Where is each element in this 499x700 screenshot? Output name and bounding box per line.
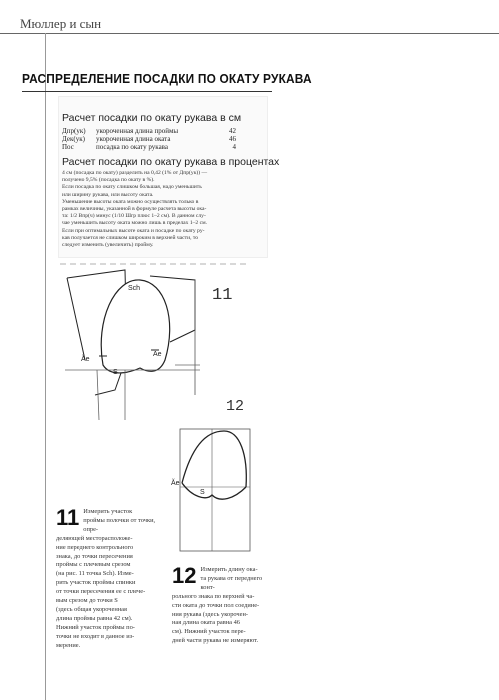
text-line: вым срезом до точки S <box>56 597 118 605</box>
label-ae: Ӑe <box>171 480 180 487</box>
sleeve-cap-curve <box>101 280 169 373</box>
text-line: Нижний участок проймы по- <box>56 623 135 631</box>
header-rule <box>0 33 499 34</box>
sleeve-underarm-curve <box>182 483 246 499</box>
row-value: 42 <box>229 127 236 135</box>
percent-section <box>62 156 279 249</box>
figure-11-number: 11 <box>212 286 233 305</box>
row-code: Дек(ук) <box>62 135 85 143</box>
text-line: знака, до точки пересечения <box>56 552 133 560</box>
text-line: рамках величины, указанной в формуле расчета высоты ока- <box>62 206 207 213</box>
page-title: РАСПРЕДЕЛЕНИЕ ПОСАДКИ ПО ОКАТУ РУКАВА <box>22 72 312 86</box>
step-12-number: 12 <box>172 563 197 588</box>
table-row <box>62 127 241 135</box>
percent-body <box>62 170 267 249</box>
text-line: от точки пересечения ее с плече- <box>56 588 146 596</box>
caption-body <box>172 563 277 646</box>
text-line: или ширину рукава, или высоту оката. <box>62 191 154 198</box>
table-heading: Расчет посадки по окату рукава в см <box>62 112 242 124</box>
margin-rule <box>45 33 46 700</box>
text-line: ния рукава (здесь укорочен- <box>172 610 249 618</box>
step-12-caption <box>172 563 277 646</box>
text-line: проймы полочки от точки, опре- <box>83 516 156 533</box>
text-line: Измерить участок <box>83 508 133 515</box>
text-line: Уменьшение высоты оката можно осуществлять только в <box>62 198 199 205</box>
text-line: Измерить длину ока- <box>200 566 258 573</box>
text-line: (на рис. 11 точка Sch). Изме- <box>56 570 134 578</box>
row-value: 46 <box>229 135 236 143</box>
text-line: кав получается не слишком широким в верхней части, то <box>62 234 199 241</box>
label-ae-right: Ӑe <box>153 351 162 358</box>
text-line: та рукава от переднего конт- <box>200 574 263 591</box>
text-line: сти оката до точки пол соедине- <box>172 601 260 609</box>
table-row <box>62 135 241 143</box>
front-side-edge <box>67 278 85 360</box>
table-row <box>62 143 241 151</box>
text-line: рольного знака по верхней ча- <box>172 592 255 600</box>
text-line: мерение. <box>56 641 81 649</box>
text-line: точки не входит в данное из- <box>56 632 135 640</box>
text-line: деляющей месторасположе- <box>56 534 133 542</box>
text-line: ние переднего контрольного <box>56 543 134 551</box>
row-code: Пос <box>62 143 74 151</box>
label-ae-left: Ӑe <box>81 356 90 363</box>
row-code: Дпр(ук) <box>62 127 86 135</box>
text-line: чае уменьшить высоту оката можно лишь в пределах 1–2 см. <box>62 220 208 227</box>
table-section <box>62 112 241 151</box>
text-line: дней части рукава не измеряют. <box>172 637 259 645</box>
grid-line <box>97 370 99 420</box>
text-line: 4 см (посадка по окату) разделить на 0,42 (1% от Дпр(ук)) — <box>62 170 208 176</box>
title-underline <box>22 91 272 92</box>
row-label: укороченная длина проймы <box>96 127 179 135</box>
figure-12-number: 12 <box>226 398 245 415</box>
calc-table <box>62 127 241 151</box>
text-line: (здесь общая укороченная <box>56 605 127 613</box>
text-line: получено 9,5% (посадка по окату в %). <box>62 177 155 184</box>
running-header: Мюллер и сын <box>20 16 102 31</box>
label-s: S <box>200 489 205 496</box>
figure-12-diagram <box>172 425 254 555</box>
label-sch: Sch <box>128 285 141 292</box>
label-s: S <box>113 369 118 376</box>
row-label: посадка по окату рукава <box>96 143 168 151</box>
text-line: проймы с плечевым срезом <box>56 561 131 569</box>
sleeve-cap-curve <box>182 431 246 487</box>
text-line: рить участок проймы спинки <box>56 579 136 587</box>
step-11-caption <box>56 505 156 651</box>
step-11-number: 11 <box>56 505 80 530</box>
sleeve-frame <box>180 429 250 551</box>
row-label: укороченная длина оката <box>96 135 171 143</box>
text-line: та: 1/2 Впр(ч) минус (1/10 Шгр плюс 1–2 см). В данном слу- <box>62 213 206 220</box>
text-line: длина проймы равна 42 см). <box>56 614 133 622</box>
text-line: следует изменить (увеличить) пройму. <box>62 242 154 249</box>
caption-body <box>56 505 156 651</box>
text-line: Если посадка по окату слишком большая, надо уменьшить <box>62 184 202 191</box>
text-line: Если при оптимальных высоте оката и посадке по окату ру- <box>62 227 205 234</box>
row-value: 4 <box>232 143 236 151</box>
text-line: см). Нижний участок пере- <box>172 628 246 636</box>
percent-heading: Расчет посадки по окату рукава в процентах <box>62 156 280 168</box>
text-line: ная длина оката равна 46 <box>172 619 240 627</box>
